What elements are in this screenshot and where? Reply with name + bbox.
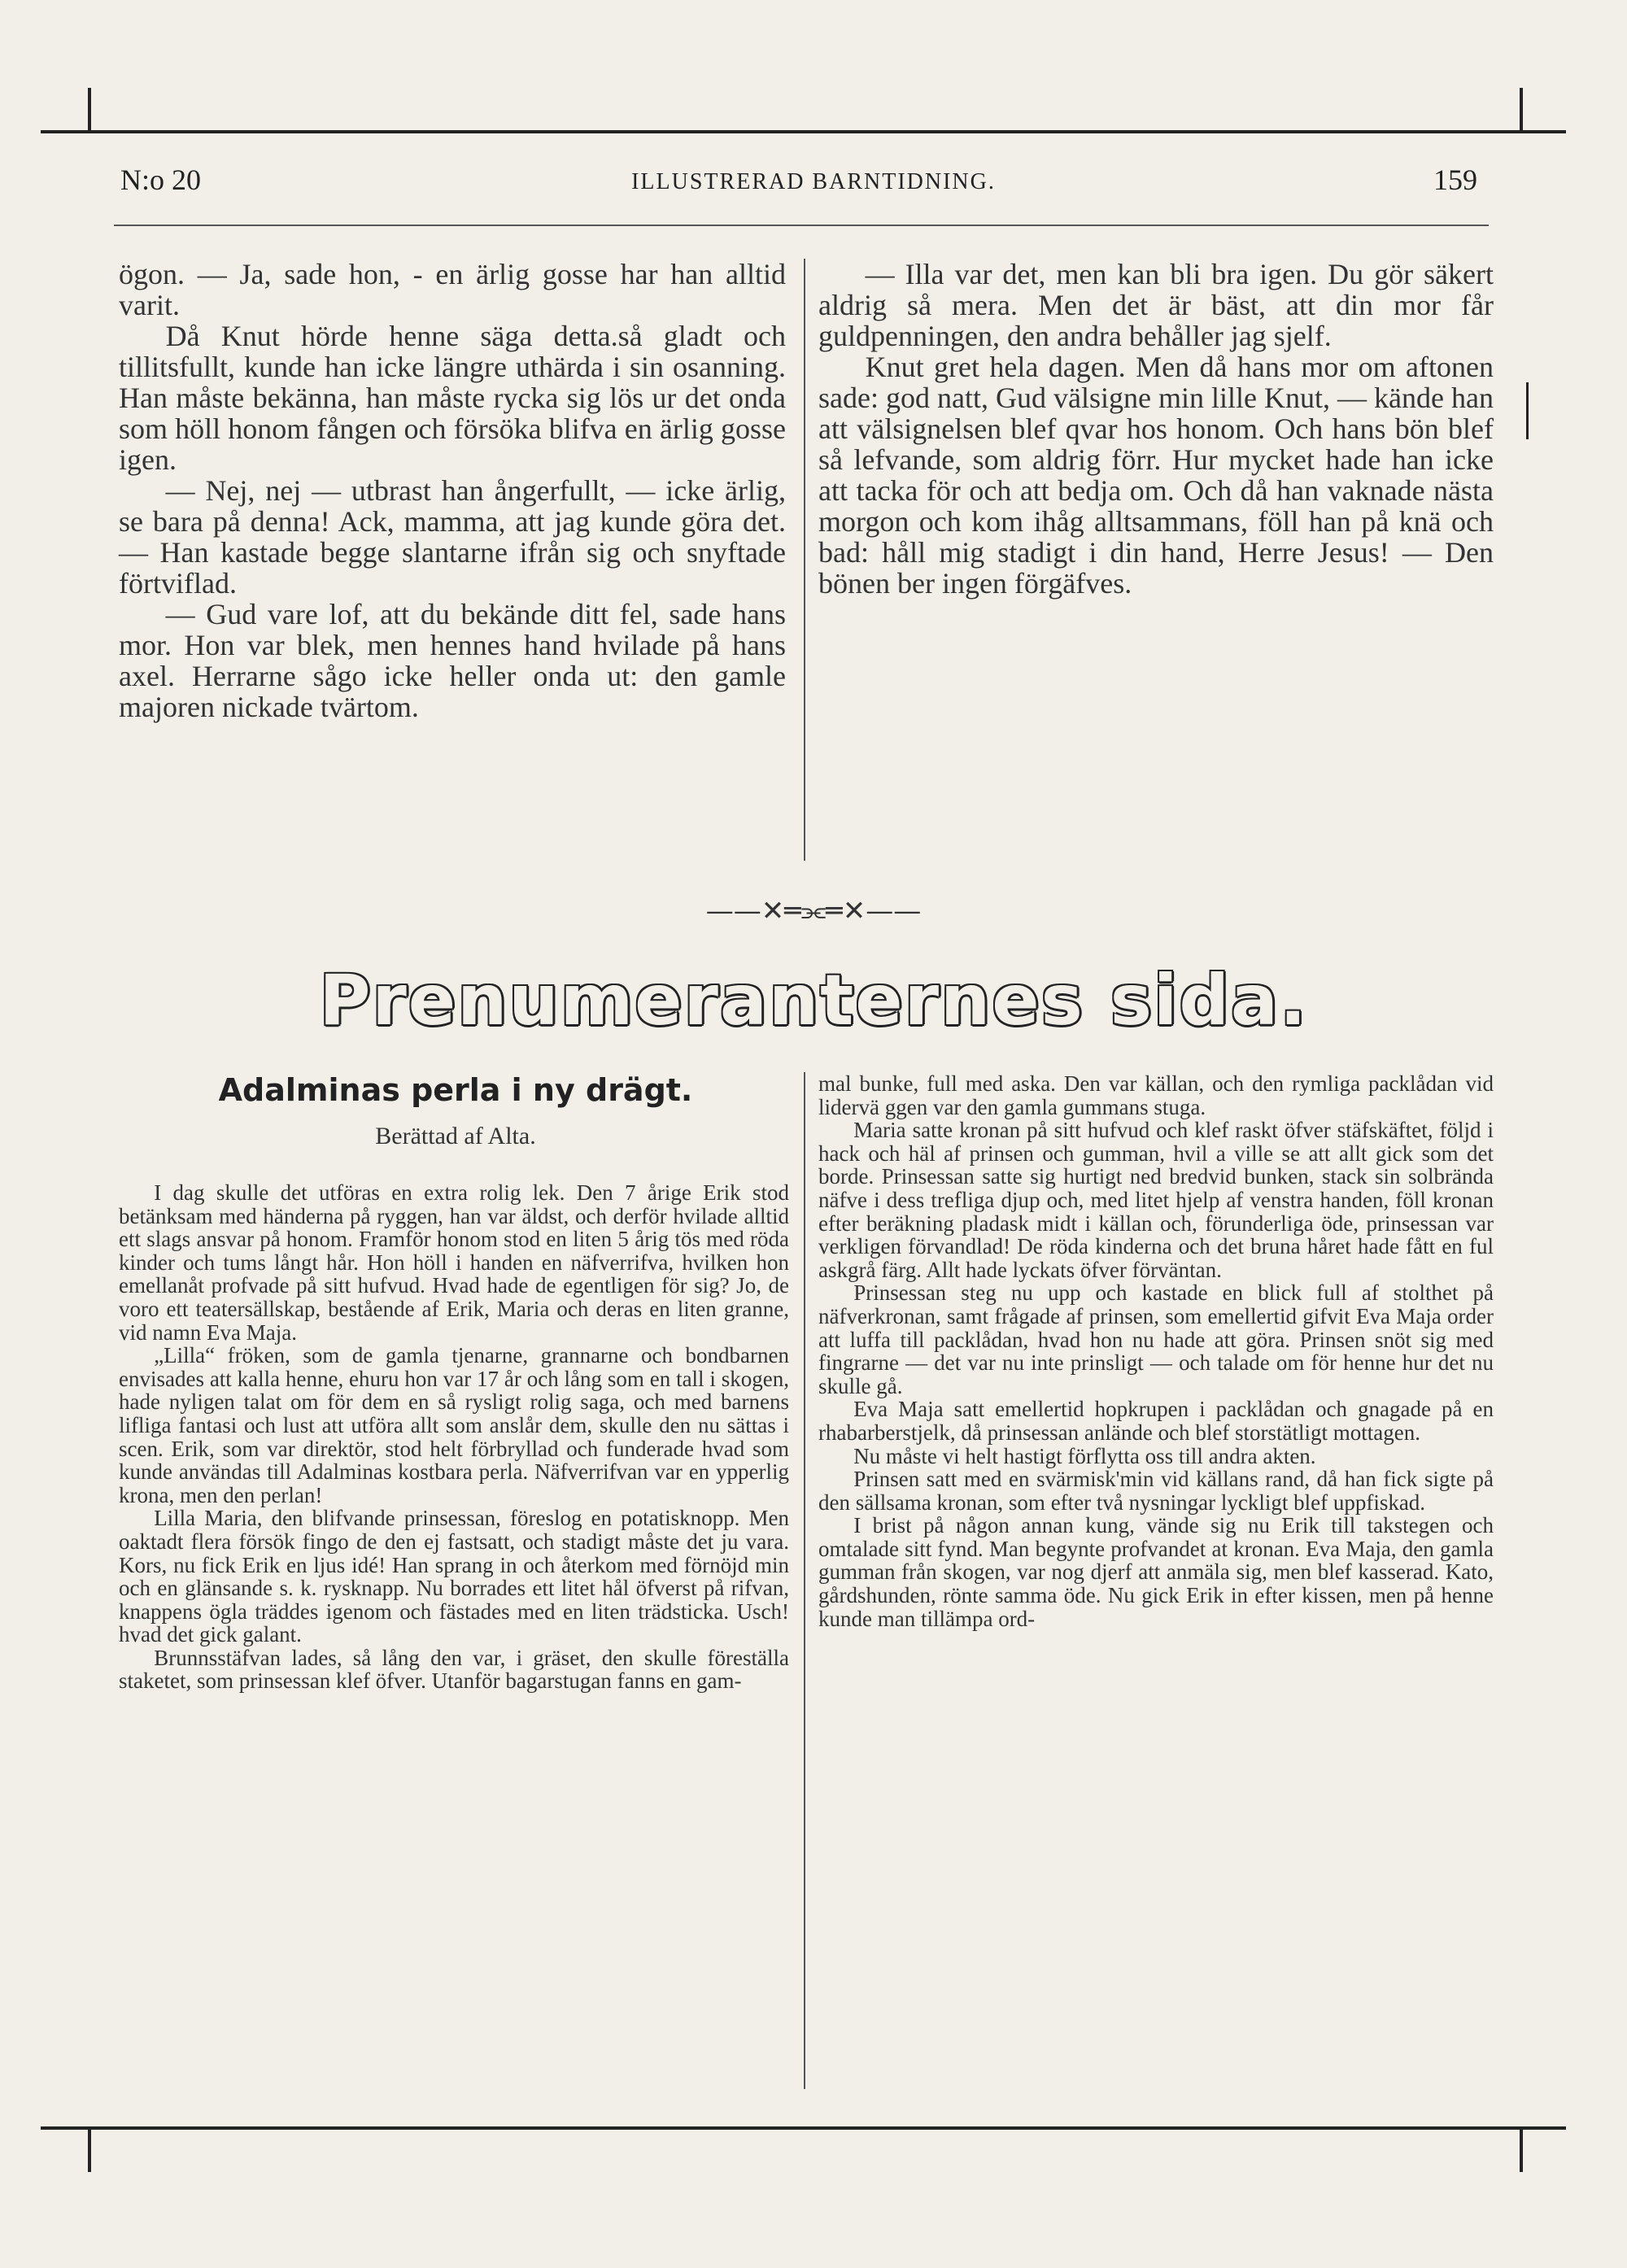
paragraph: Eva Maja satt emellertid hopkrupen i packlådan och gnagade på en rhabarberstjelk, då prinsessan anlände och blef storstätligt mottagen. [818, 1397, 1494, 1445]
header-underline [114, 225, 1489, 226]
top-left-column [119, 259, 786, 865]
paragraph: — Nej, nej — utbrast han ångerfullt, — icke ärlig, se bara på denna! Ack, mamma, att jag kunde göra det. — Han kastade begge slantarne ifrån sig och snyftade förtviflad. [119, 474, 786, 600]
issue-number: N:o 20 [120, 164, 201, 196]
right-frame-tick-top [1520, 88, 1523, 133]
paragraph: mal bunke, full med aska. Den var källan, och den rymliga packlådan vid lidervä ggen var den gamla gummans stuga. [818, 1071, 1494, 1119]
story-right-column [818, 1072, 1494, 2089]
paragraph: Nu måste vi helt hastigt förflytta oss till andra akten. [853, 1443, 1316, 1468]
left-frame-tick-top [88, 88, 91, 133]
right-margin-mark [1526, 382, 1529, 439]
top-column-divider [804, 259, 805, 861]
paragraph: Prinsen satt med en svärmisk'min vid källans rand, då han fick sigte på den sällsama kronan, som efter två nysningar lyckligt blef uppfiskad. [818, 1467, 1494, 1515]
paragraph: — Illa var det, men kan bli bra igen. Du gör säkert aldrig så mera. Men det är bäst, att din mor får guldpenningen, den andra behåller jag sjelf. [818, 258, 1494, 352]
right-frame-tick-bottom [1520, 2126, 1523, 2172]
paragraph: — Gud vare lof, att du bekände ditt fel, sade hans mor. Hon var blek, men hennes hand hvilade på hans axel. Herrarne sågo icke heller onda ut: den gamle majoren nickade tvärtom. [119, 598, 786, 723]
paragraph: Brunnsstäfvan lades, så lång den var, i gräset, den skulle föreställa staketet, som prinsessan klef öfver. Utanför bagarstugan fanns en gam- [119, 1645, 789, 1694]
magazine-title: ILLUSTRERAD BARNTIDNING. [631, 169, 996, 194]
top-frame-rule [41, 130, 1566, 133]
paragraph: Knut gret hela dagen. Men då hans mor om aftonen sade: god natt, Gud välsigne min lille Knut, — kände han att välsignelsen blef qvar hos honom. Och hans bön blef så lefvande, som aldrig förr. Hur mycket hade han icke att tacka för och att bedja om. Och då han vaknade nästa morgon och kom ihåg alltsammans, föll han på knä och bad: håll mig stadigt i din hand, Herre Jesus! — Den bönen ber ingen förgäfves. [818, 351, 1494, 600]
top-right-column [818, 259, 1494, 796]
paragraph: „Lilla“ fröken, som de gamla tjenarne, grannarne och bondbarnen envisades att kalla henne, ehuru hon var 17 år och lång som en tall i skogen, hade nyligen talat om för dem en så rysligt rolig saga, och med barnens lifliga fantasi och lust att utföra allt som anslår dem, skulle den nu sättas i scen. Erik, som var direktör, stod helt förbryllad och funderade hvad som kunde användas till Adalminas kostbara perla. Näfverrifvan var en ypperlig krona, men den perlan! [119, 1343, 789, 1507]
story-column-divider [804, 1072, 805, 2089]
paragraph: ögon. — Ja, sade hon, - en ärlig gosse har han alltid varit. [119, 258, 786, 321]
paragraph: Prinsessan steg nu upp och kastade en blick full af stolthet på näfverkronan, samt frågade af prinsen, som emellertid gifvit Eva Maja order att luffa till packlådan, hvad hon nu hade att göra. Prinsen snöt sig med fingrarne — det var nu inte prinsligt — och talade om för henne hur det nu skulle gå. [818, 1280, 1494, 1398]
story-title: Adalminas perla i ny drägt. [218, 1072, 693, 1108]
paragraph: Då Knut hörde henne säga detta.så gladt och tillitsfullt, kunde han icke längre uthärda i sin osanning. Han måste bekänna, han måste rycka sig lös ur det onda som höll honom fången och försöka blifva en ärlig gosse igen. [119, 320, 786, 476]
decorative-divider: ——✕═⫘═✕—— [705, 895, 922, 927]
section-title: Prenumeranternes sida. [319, 960, 1308, 1041]
paragraph: Maria satte kronan på sitt hufvud och klef raskt öfver stäfskäftet, följd i hack och häl af prinsen och gumman, hvil a ville se att allt gick som det borde. Prinsessan satte sig hurtigt ned bredvid bunken, stack sin solbrända näfve i dess trefliga djup och, med litet hjelp af venstra handen, föll kronan efter beräkning pladask midt i källan och, förunderliga öde, prinsessan var verkligen förvandlad! De röda kinderna och det bruna håret hade fått en ful askgrå färg. Allt hade lyckats öfver förväntan. [818, 1118, 1494, 1282]
left-frame-tick-bottom [88, 2126, 91, 2172]
page-number: 159 [1433, 164, 1477, 196]
paragraph: Lilla Maria, den blifvande prinsessan, föreslog en potatisknopp. Men oaktadt flera försök fingo de den ej fastsatt, och stadigt måste det ju vara. Kors, nu fick Erik en ljus idé! Han sprang in och återkom med förnöjd min och en glänsande s. k. rysknapp. Nu borrades ett litet hål öfverst på rifvan, knappens ögla träddes igenom och fästades med en liten trädsticka. Usch! hvad det gick galant. [119, 1506, 789, 1647]
paragraph: I brist på någon annan kung, vände sig nu Erik till takstegen och omtalade sitt fynd. Man begynte profvandet at kronan. Eva Maja, den gamla gumman från skogen, var nog djerf att anmäla sig, men blef kasserad. Kato, gårdshunden, rönte samma öde. Nu gick Erik in efter kissen, men på henne kunde man tillämpa ord- [818, 1513, 1494, 1631]
bottom-frame-rule [41, 2126, 1566, 2130]
paragraph: I dag skulle det utföras en extra rolig lek. Den 7 årige Erik stod betänksam med händerna på ryggen, han var äldst, och derför hvilade alltid ett slags ansvar på honom. Framför honom stod en liten 5 årig tös med röda kinder och tums långt hår. Hon höll i handen en näfverrifva, hvilken hon emellanåt profvade på sitt hufvud. Hvad hade de egentligen för sig? Jo, de voro ett teatersällskap, bestående af Erik, Maria och deras en liten granne, vid namn Eva Maja. [119, 1180, 789, 1345]
story-left-column [119, 1181, 789, 2084]
story-byline: Berättad af Alta. [375, 1123, 536, 1149]
